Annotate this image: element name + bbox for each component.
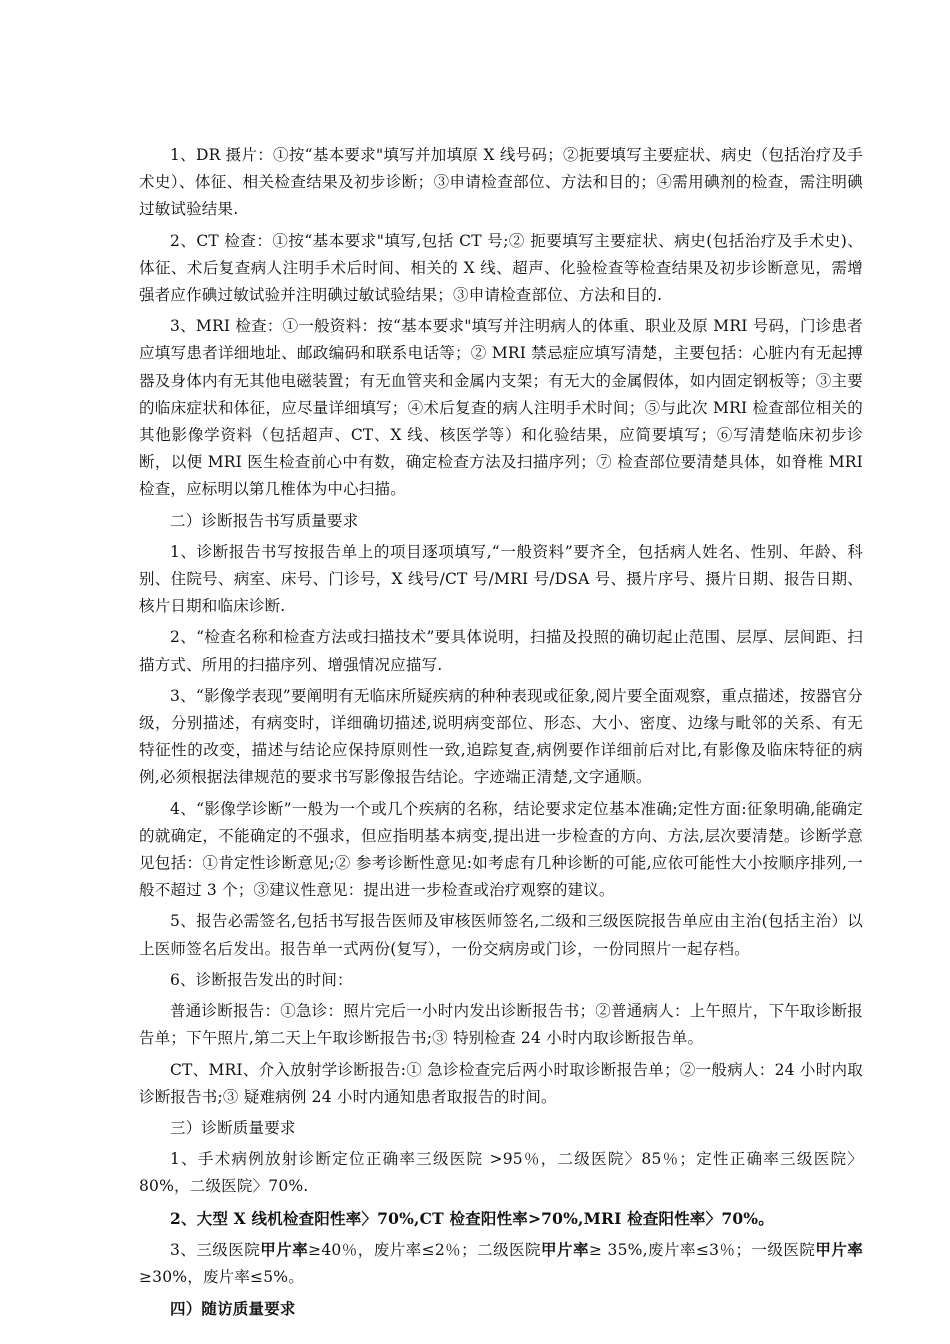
document-page xyxy=(139,142,863,1322)
quality-3-seg-bold: 甲片率 xyxy=(815,1239,863,1259)
paragraph-ct: 2、CT 检查：①按“基本要求"填写,包括 CT 号;② 扼要填写主要症状、病史(包括治疗及手术史)、体征、术后复查病人注明手术后时间、相关的 X 线、超声、化验检查等检查结果及初步诊断意见，需增强者应作碘过敏试验并注明碘过敏试验结果；③申请检查部位、方法和目的. xyxy=(139,231,863,305)
paragraph-report-5: 5、报告必需签名,包括书写报告医师及审核医师签名,二级和三级医院报告单应由主治(包括主治）以上医师签名后发出。报告单一式两份(复写），一份交病房或门诊，一份同照片一起存档。 xyxy=(139,912,863,958)
quality-3-seg: 3、三级医院 xyxy=(170,1240,261,1259)
quality-3-seg: ≥ 35%,废片率≤3％；一级医院 xyxy=(588,1240,816,1259)
quality-3-seg-bold: 甲片率 xyxy=(541,1239,589,1259)
section-heading-4: 四）随访质量要求 xyxy=(170,1299,296,1319)
quality-3-seg-bold: 甲片率 xyxy=(260,1239,309,1259)
paragraph-report-1: 1、诊断报告书写按报告单上的项目逐项填写,“一般资料”要齐全，包括病人姓名、性别、年龄、科别、住院号、病室、床号、门诊号，X 线号/CT 号/MRI 号/DSA 号、摄片序号、摄片日期、报告日期、核片日期和临床诊断. xyxy=(139,542,863,616)
paragraph-report-4: 4、“影像学诊断”一般为一个或几个疾病的名称，结论要求定位基本准确;定性方面:征象明确,能确定的就确定，不能确定的不强求，但应指明基本病变,提出进一步检查的方向、方法,层次要清楚。诊断学意见包括：①肯定性诊断意见;② 参考诊断性意见:如考虑有几种诊断的可能,应依可能性大小按顺序排列,一般不超过 3 个；③建议性意见：提出进一步检查或治疗观察的建议。 xyxy=(139,799,863,900)
quality-3-seg: ≥30%，废片率≤5%。 xyxy=(139,1267,304,1286)
paragraph-quality-2: 2、大型 X 线机检查阳性率〉70%,CT 检查阳性率>70%,MRI 检查阳性率〉70%。 xyxy=(170,1208,774,1228)
paragraph-report-3: 3、“影像学表现”要阐明有无临床所疑疾病的种种表现或征象,阅片要全面观察，重点描述，按器官分级，分别描述，有病变时，详细确切描述,说明病变部位、形态、大小、密度、边缘与毗邻的关系、有无特征性的改变，描述与结论应保持原则性一致,追踪复查,病例要作详细前后对比,有影像及临床特征的病例,必须根据法律规范的要求书写影像报告结论。字迹端正清楚,文字通顺。 xyxy=(139,686,863,787)
paragraph-quality-3 xyxy=(139,1236,863,1291)
section-heading-2: 二）诊断报告书写质量要求 xyxy=(170,511,359,530)
section-heading-3: 三）诊断质量要求 xyxy=(170,1118,296,1137)
paragraph-report-6a: 普通诊断报告：①急诊：照片完后一小时内发出诊断报告书；②普通病人：上午照片，下午取诊断报告单；下午照片,第二天上午取诊断报告书;③ 特别检查 24 小时内取诊断报告单。 xyxy=(139,1002,863,1048)
paragraph-quality-1: 1、手术病例放射诊断定位正确率三级医院 >95％，二级医院〉85％；定性正确率三级医院〉80%，二级医院〉70%. xyxy=(139,1150,863,1196)
paragraph-dr: 1、DR 摄片：①按“基本要求"填写并加填原 X 线号码；②扼要填写主要症状、病史（包括治疗及手术史）、体征、相关检查结果及初步诊断；③申请检查部位、方法和目的；④需用碘剂的检查，需注明碘过敏试验结果. xyxy=(139,146,863,219)
quality-3-seg: ≥40％，废片率≤2％；二级医院 xyxy=(308,1240,542,1259)
paragraph-mri: 3、MRI 检查：①一般资料：按“基本要求"填写并注明病人的体重、职业及原 MRI 号码，门诊患者应填写患者详细地址、邮政编码和联系电话等；② MRI 禁忌症应填写清楚，主要包括：心脏内有无起搏器及身体内有无其他电磁装置；有无血管夹和金属内支架；有无大的金属假体，如内固定钢板等；③主要的临床症状和体征，应尽量详细填写；④术后复查的病人注明手术时间；⑤与此次 MRI 检查部位相关的其他影像学资料（包括超声、CT、X 线、核医学等）和化验结果，应简要填写；⑥写清楚临床初步诊断，以便 MRI 医生检查前心中有数，确定检查方法及扫描序列；⑦ 检查部位要清楚具体，如脊椎 MRI 检查，应标明以第几椎体为中心扫描。 xyxy=(139,317,863,499)
paragraph-report-6: 6、诊断报告发出的时间： xyxy=(170,970,353,989)
paragraph-report-2: 2、“检查名称和检查方法或扫描技术”要具体说明，扫描及投照的确切起止范围、层厚、层间距、扫描方式、所用的扫描序列、增强情况应描写. xyxy=(139,628,863,674)
paragraph-report-6b: CT、MRI、介入放射学诊断报告:① 急诊检查完后两小时取诊断报告单；②一般病人：24 小时内取诊断报告书;③ 疑难病例 24 小时内通知患者取报告的时间。 xyxy=(139,1060,863,1106)
